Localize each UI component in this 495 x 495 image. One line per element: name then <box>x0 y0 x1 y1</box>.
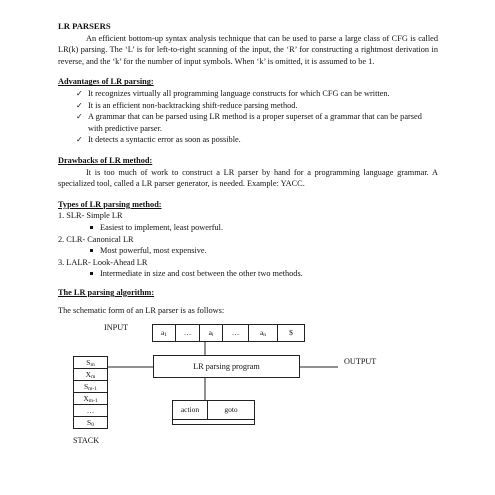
stack-cell: … <box>73 404 108 417</box>
input-label: INPUT <box>104 323 129 332</box>
list-item: ✓ A grammar that can be parsed using LR method is a proper superset of a grammar that can be parsed with predictive parser. <box>76 111 438 134</box>
type-detail: Intermediate in size and cost between the other two methods. <box>90 268 438 280</box>
type-detail: Easiest to implement, least powerful. <box>90 222 438 234</box>
output-label: OUTPUT <box>344 357 377 366</box>
action-table: action <box>172 400 208 420</box>
drawbacks-paragraph: It is too much of work to construct a LR parser by hand for a programming language grammar. A specialized tool, called a LR parser generator, is needed. Example: YACC. <box>58 167 438 189</box>
input-cell: $a_i$ <box>199 324 223 342</box>
stack-cell: $X_{m-1}$ <box>73 392 108 405</box>
types-heading: Types of LR parsing method: <box>58 199 162 209</box>
table-lower <box>172 419 255 425</box>
input-cell: … <box>222 324 249 342</box>
page-title: LR PARSERS <box>58 21 111 31</box>
algorithm-text: The schematic form of an LR parser is as follows: <box>58 306 225 316</box>
type-name: 3. LALR- Look-Ahead LR <box>58 257 148 267</box>
lr-parsing-program-box: LR parsing program <box>153 355 300 378</box>
stack-cell: $S_0$ <box>73 416 108 429</box>
stack-cell: $S_m$ <box>73 356 108 369</box>
input-cell: $a_n$ <box>248 324 278 342</box>
stack-cell: $X_m$ <box>73 368 108 381</box>
type-detail: Most powerful, most expensive. <box>90 245 438 257</box>
stack-cell: $S_{m-1}$ <box>73 380 108 393</box>
input-cell: $a_1$ <box>152 324 176 342</box>
drawbacks-heading: Drawbacks of LR method: <box>58 155 153 165</box>
input-cell: $ <box>277 324 305 342</box>
goto-table: goto <box>207 400 255 420</box>
input-cell: … <box>175 324 200 342</box>
stack-label: STACK <box>73 436 100 445</box>
advantages-heading: Advantages of LR parsing: <box>58 77 154 87</box>
algorithm-heading: The LR parsing algorithm: <box>58 287 155 297</box>
list-item: ✓ It is an efficient non-backtracking shift-reduce parsing method. <box>76 100 438 112</box>
intro-paragraph: An efficient bottom-up syntax analysis technique that can be used to parse a large class of CFG is called LR(k) parsing. The ‘L’ is for left-to-right scanning of the input, the ‘R’ for constructing a rightmost derivation in reverse, and the ‘k’ for the number of input symbols. When ‘k’ is omitted, it is assumed to be 1. <box>58 33 438 66</box>
list-item: ✓ It recognizes virtually all programming language constructs for which CFG can be written. <box>76 88 438 100</box>
type-name: 2. CLR- Canonical LR <box>58 234 134 244</box>
list-item: ✓ It detects a syntactic error as soon as possible. <box>76 134 438 146</box>
type-name: 1. SLR- Simple LR <box>58 211 123 221</box>
